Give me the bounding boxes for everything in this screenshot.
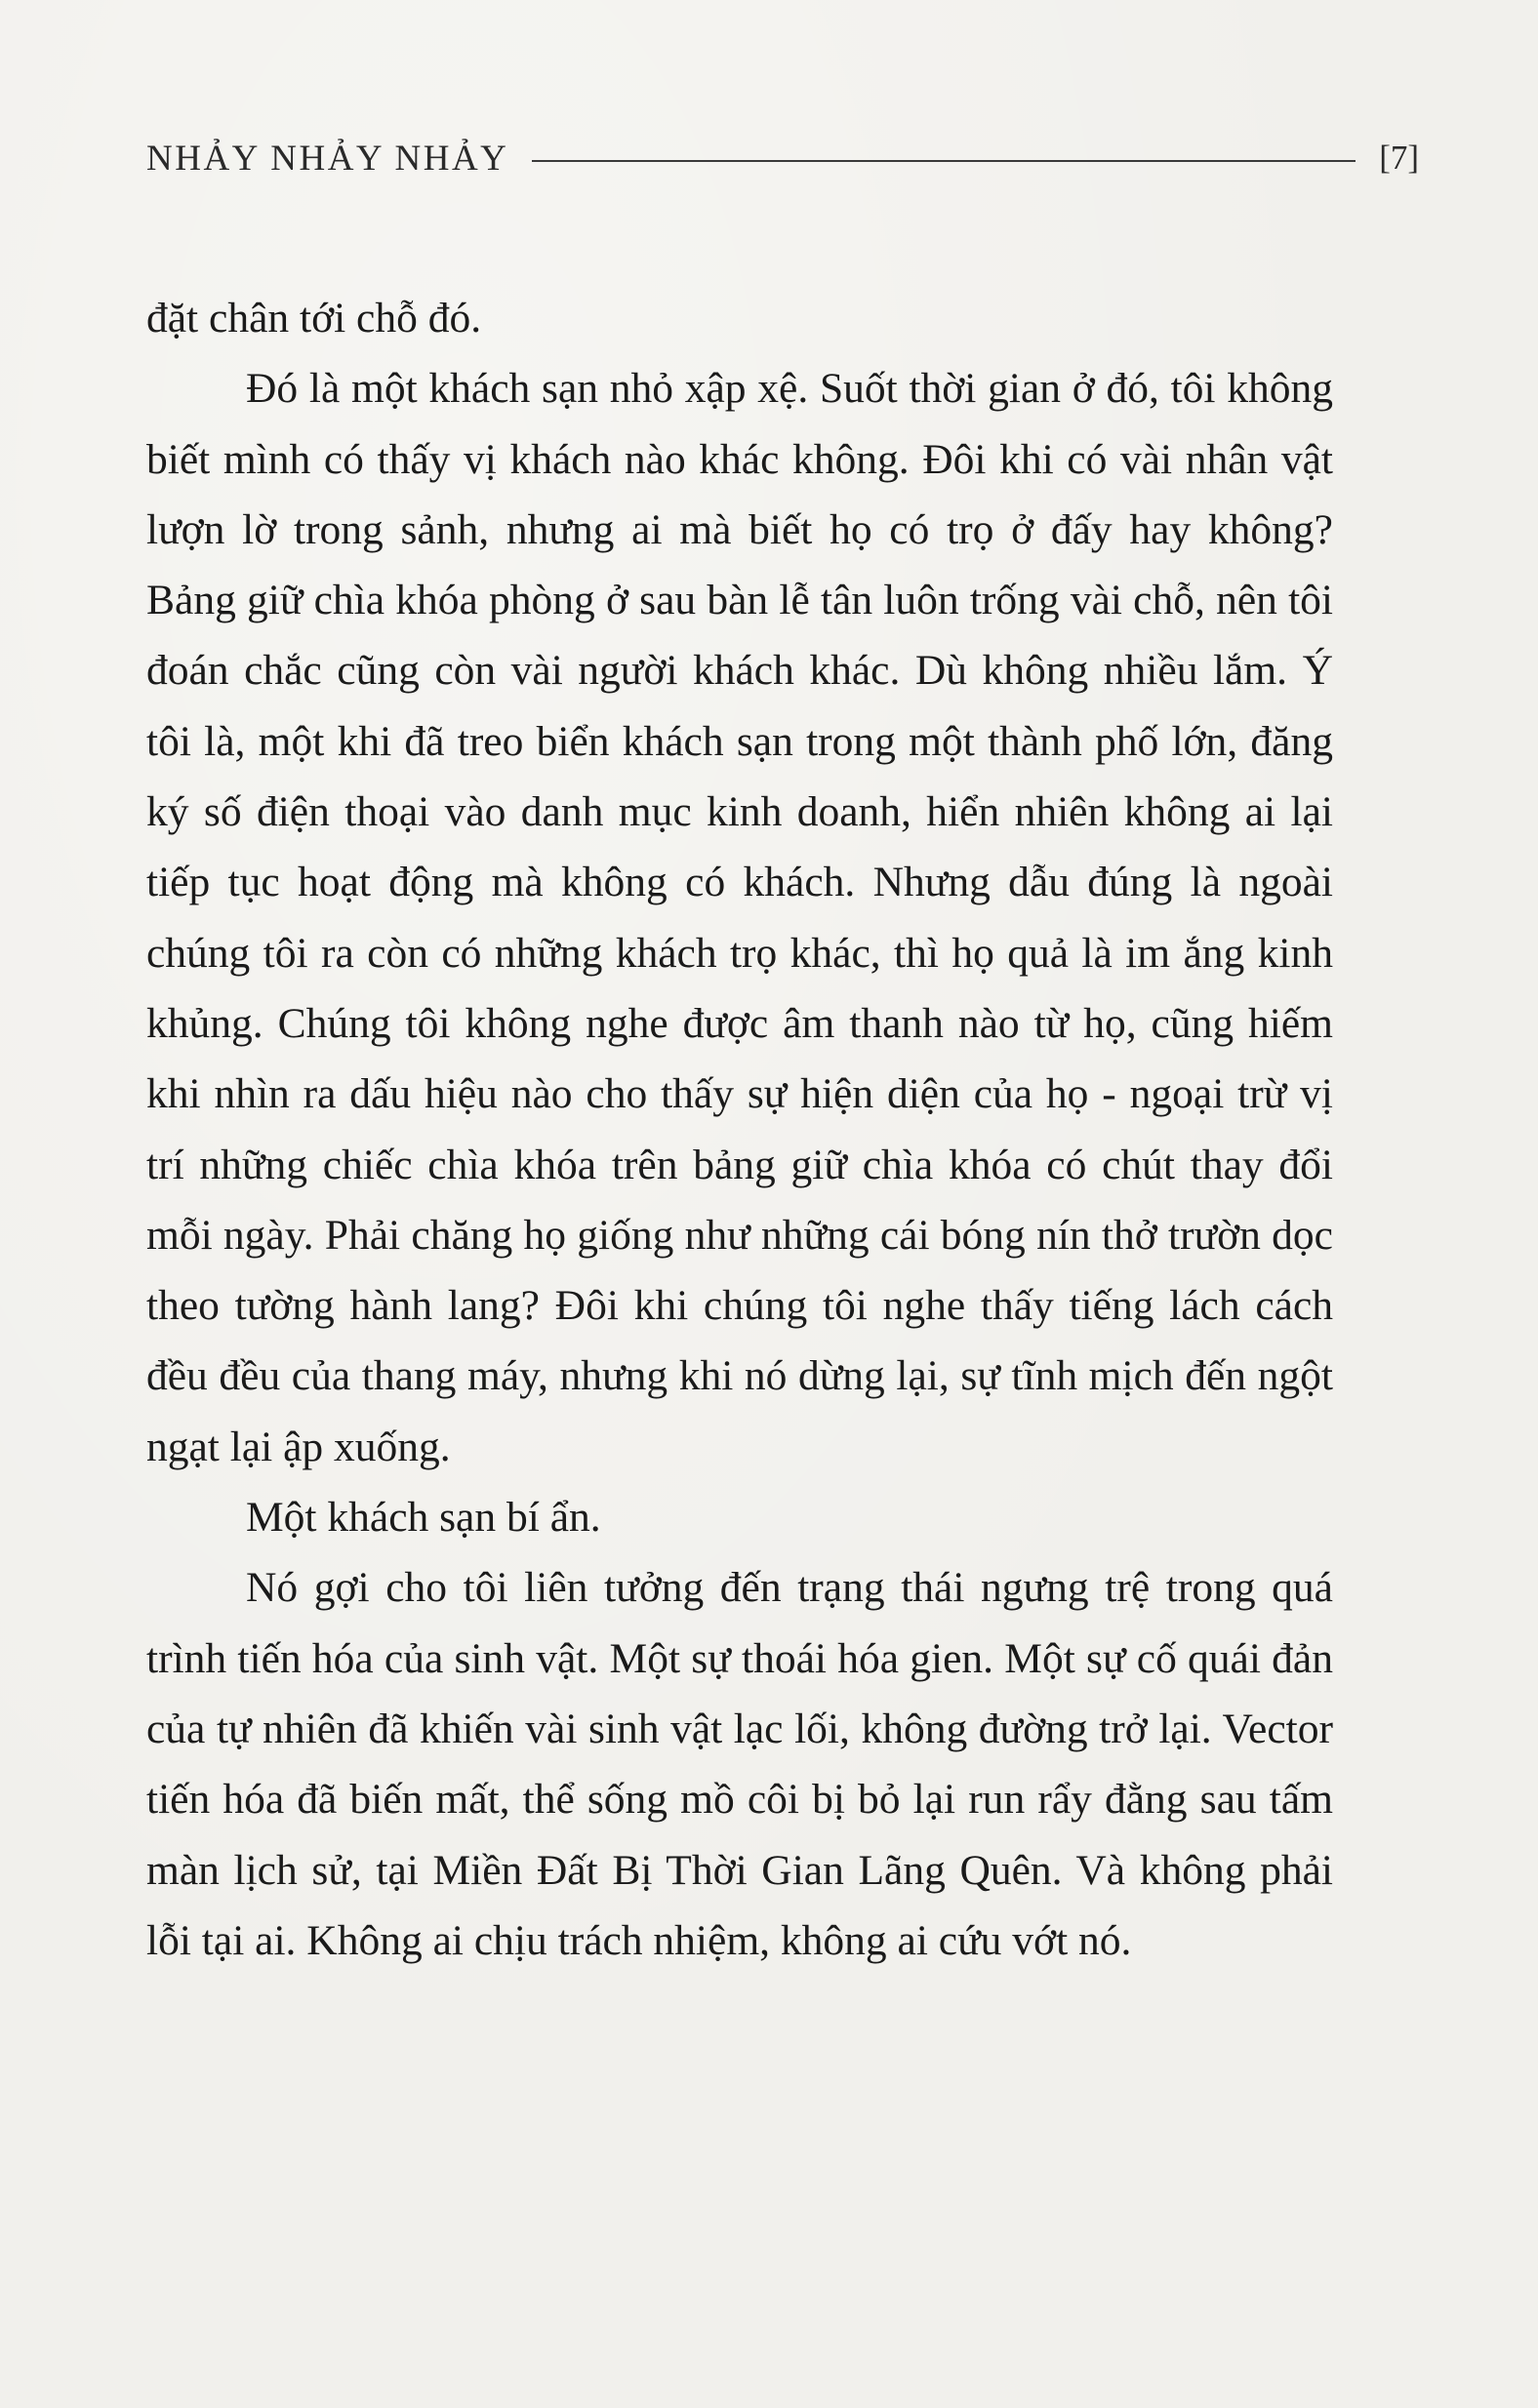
header-rule bbox=[532, 160, 1356, 162]
paragraph: Nó gợi cho tôi liên tưởng đến trạng thái ngưng trệ trong quá trình tiến hóa của sinh vật. Một sự thoái hóa gien. Một sự cố quái đản của tự nhiên đã khiến vài sinh vật lạc lối, không đường trở lại. Vector tiến hóa đã biến mất, thể sống mồ côi bị bỏ lại run rẩy đằng sau tấm màn lịch sử, tại Miền Đất Bị Thời Gian Lãng Quên. Và không phải lỗi tại ai. Không ai chịu trách nhiệm, không ai cứu vớt nó. bbox=[146, 1564, 1333, 1964]
book-title: NHẢY NHẢY NHẢY bbox=[146, 138, 509, 179]
paragraph: Đó là một khách sạn nhỏ xập xệ. Suốt thời gian ở đó, tôi không biết mình có thấy vị khách nào khác không. Đôi khi có vài nhân vật lượn lờ trong sảnh, nhưng ai mà biết họ có trọ ở đấy hay không? Bảng giữ chìa khóa phòng ở sau bàn lễ tân luôn trống vài chỗ, nên tôi đoán chắc cũng còn vài người khách khác. Dù không nhiều lắm. Ý tôi là, một khi đã treo biển khách sạn trong một thành phố lớn, đăng ký số điện thoại vào danh mục kinh doanh, hiển nhiên không ai lại tiếp tục hoạt động mà không có khách. Nhưng dẫu đúng là ngoài chúng tôi ra còn có những khách trọ khác, thì họ quả là im ắng kinh khủng. Chúng tôi không nghe được âm thanh nào từ họ, cũng hiếm khi nhìn ra dấu hiệu nào cho thấy sự hiện diện của họ - ngoại trừ vị trí những chiếc chìa khóa trên bảng giữ chìa khóa có chút thay đổi mỗi ngày. Phải chăng họ giống như những cái bóng nín thở trườn dọc theo tường hành lang? Đôi khi chúng tôi nghe thấy tiếng lách cách đều đều của thang máy, nhưng khi nó dừng lại, sự tĩnh mịch đến ngột ngạt lại ập xuống. bbox=[146, 365, 1333, 1470]
body-text bbox=[146, 283, 1333, 1976]
page-number: [7] bbox=[1379, 139, 1419, 177]
paragraph: đặt chân tới chỗ đó. bbox=[146, 295, 482, 341]
running-head bbox=[146, 133, 1419, 183]
paragraph: Một khách sạn bí ẩn. bbox=[246, 1494, 601, 1542]
